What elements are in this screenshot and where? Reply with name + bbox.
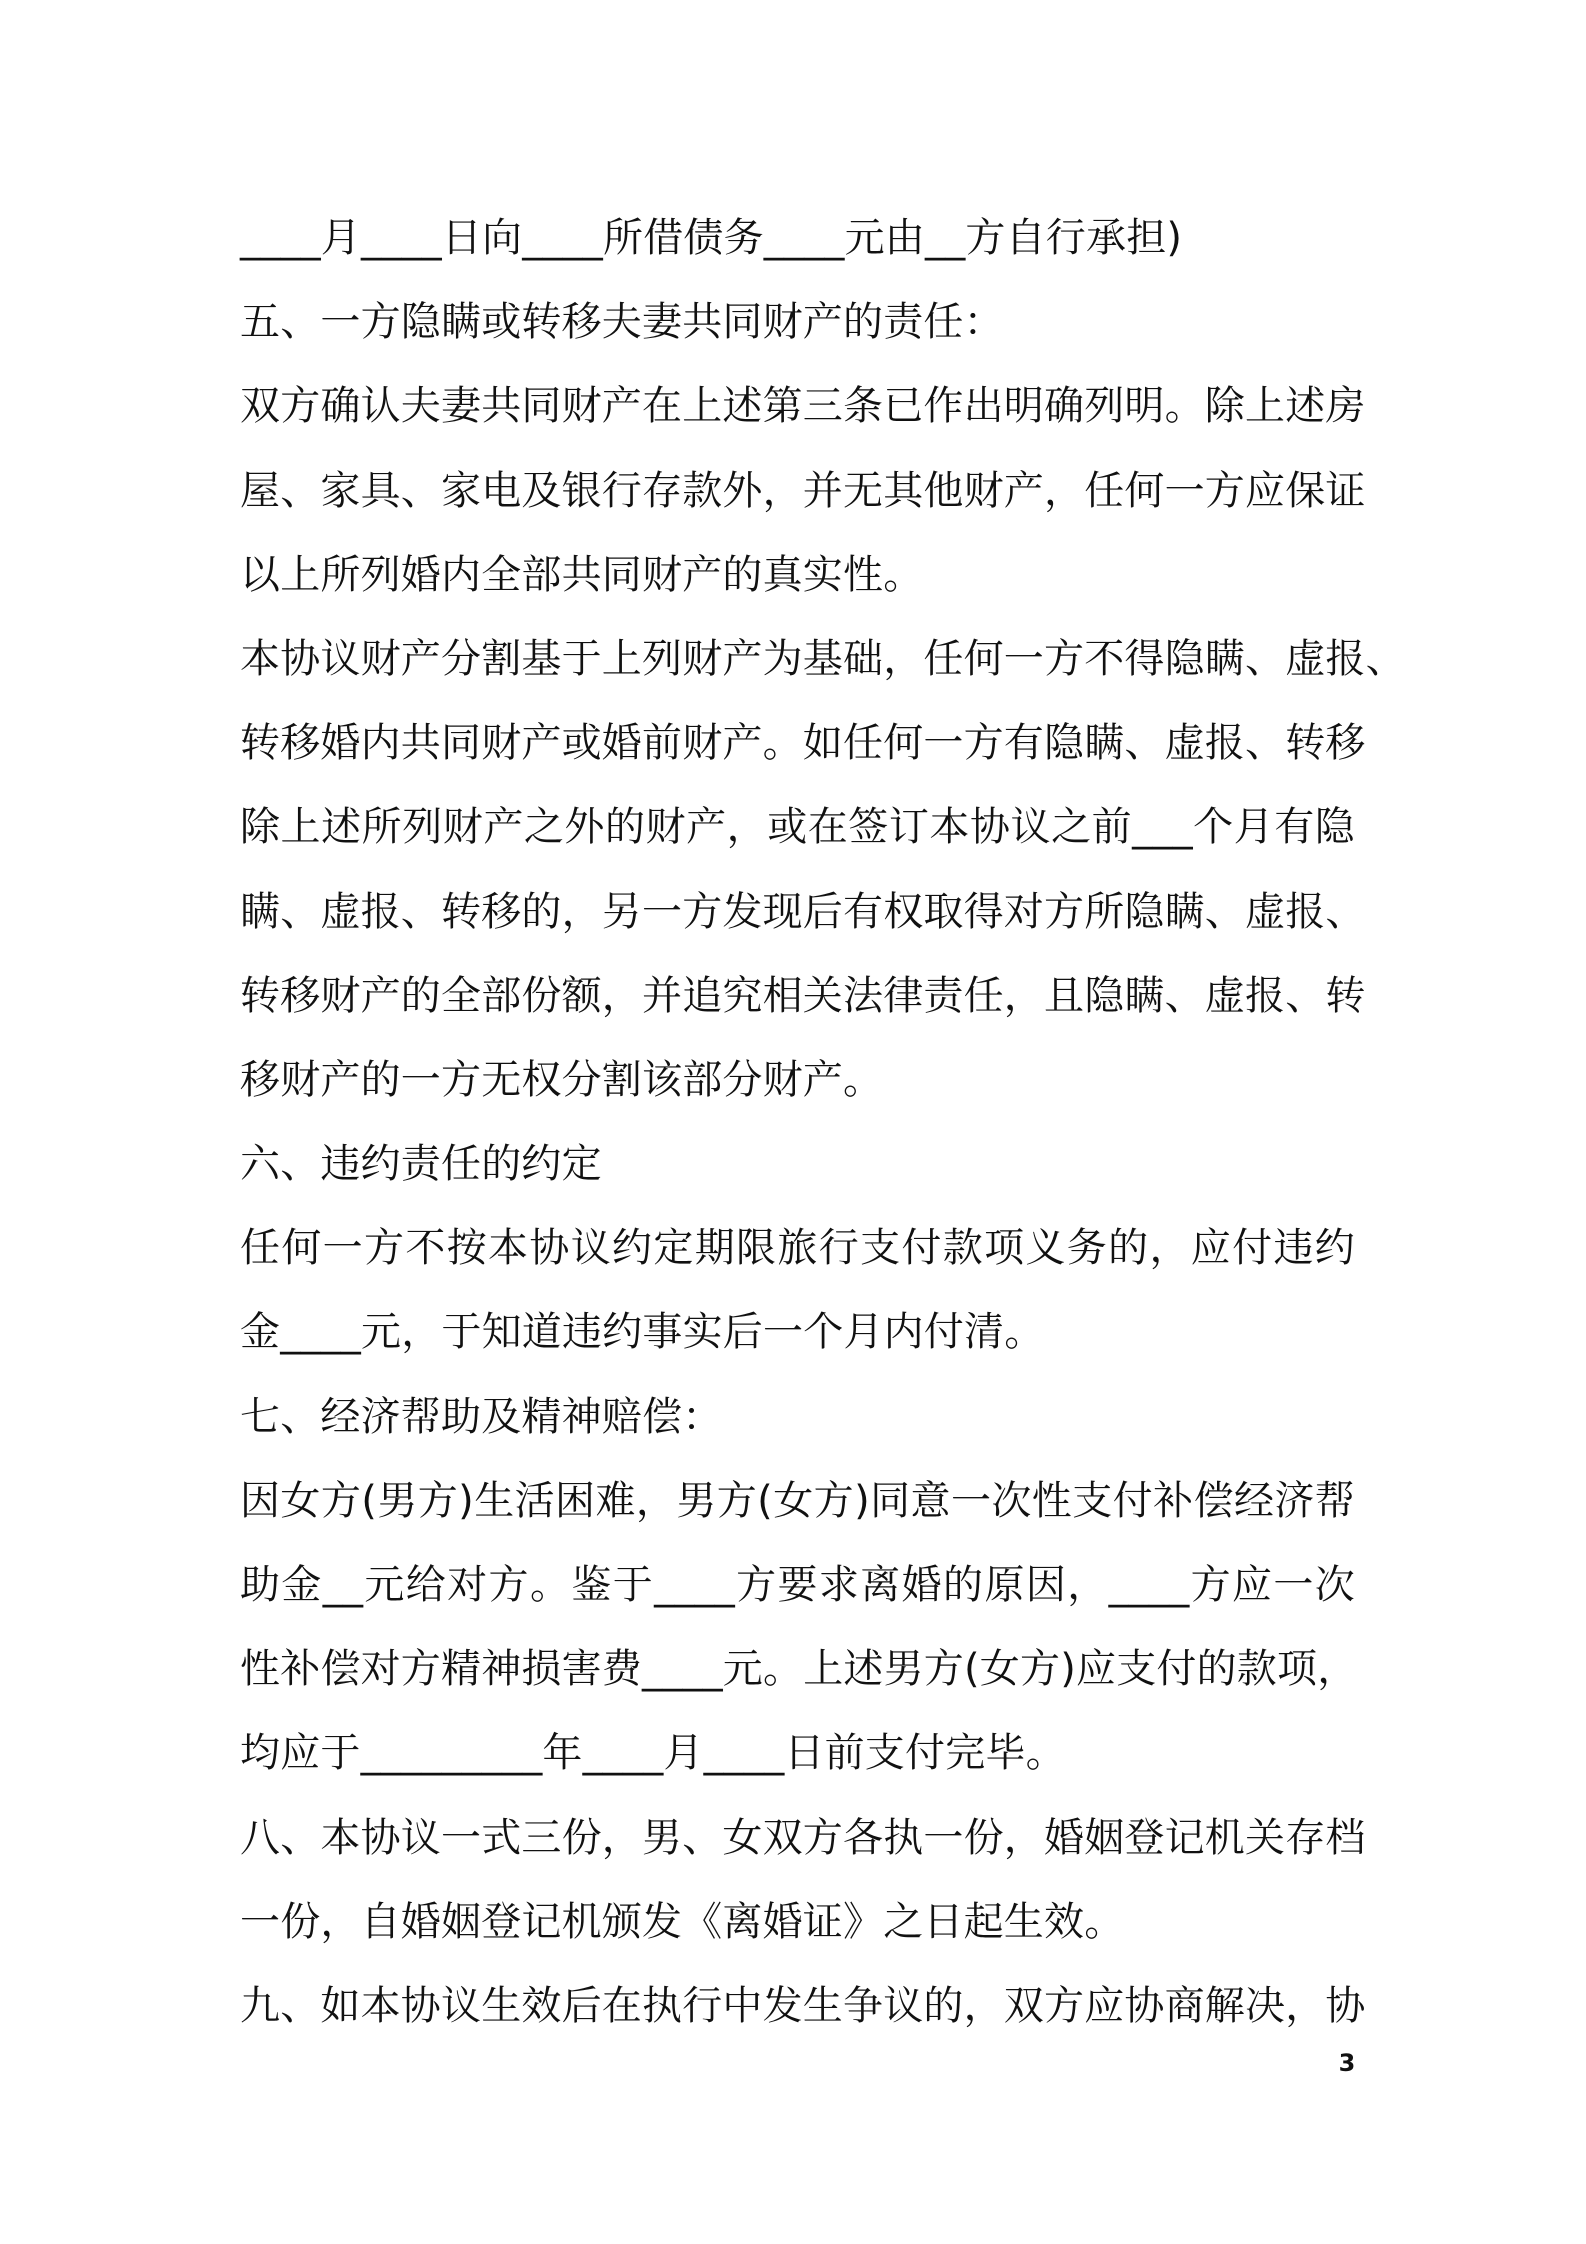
text-line: 屋、家具、家电及银行存款外，并无其他财产，任何一方应保证 xyxy=(240,467,1366,514)
text-line: 性补偿对方精神损害费____元。上述男方(女方)应支付的款项， xyxy=(240,1646,1358,1693)
text-line: 除上述所列财产之外的财产，或在签订本协议之前___个月有隐 xyxy=(240,804,1355,851)
text-line: 因女方(男方)生活困难，男方(女方)同意一次性支付补偿经济帮 xyxy=(240,1477,1355,1524)
text-line: 本协议财产分割基于上列财产为基础，任何一方不得隐瞒、虚报、 xyxy=(240,635,1406,682)
text-line: 任何一方不按本协议约定期限旅行支付款项义务的，应付违约 xyxy=(240,1225,1355,1272)
document-body xyxy=(240,196,1406,2048)
text-line: 移财产的一方无权分割该部分财产。 xyxy=(240,1056,884,1103)
text-line: 金____元，于知道违约事实后一个月内付清。 xyxy=(240,1309,1045,1356)
text-line: 瞒、虚报、转移的，另一方发现后有权取得对方所隐瞒、虚报、 xyxy=(240,888,1366,935)
text-line: 助金__元给对方。鉴于____方要求离婚的原因，____方应一次 xyxy=(240,1562,1355,1608)
text-line: 转移财产的全部份额，并追究相关法律责任，且隐瞒、虚报、转 xyxy=(240,972,1366,1019)
text-line: 一份，自婚姻登记机颁发《离婚证》之日起生效。 xyxy=(240,1898,1125,1945)
text-line: 九、如本协议生效后在执行中发生争议的，双方应协商解决，协 xyxy=(240,1982,1366,2029)
text-line: 八、本协议一式三份，男、女双方各执一份，婚姻登记机关存档 xyxy=(240,1814,1366,1861)
page-number: 3 xyxy=(1338,2049,1356,2077)
section-heading: 五、一方隐瞒或转移夫妻共同财产的责任： xyxy=(240,299,1004,346)
text-line: 转移婚内共同财产或婚前财产。如任何一方有隐瞒、虚报、转移 xyxy=(240,720,1366,767)
text-line: 均应于_________年____月____日前支付完毕。 xyxy=(240,1730,1066,1777)
text-line: 双方确认夫妻共同财产在上述第三条已作出明确列明。除上述房 xyxy=(240,383,1366,430)
section-heading: 七、经济帮助及精神赔偿： xyxy=(240,1393,723,1440)
text-line: ____月____日向____所借债务____元由__方自行承担) xyxy=(240,215,1183,261)
text-line: 以上所列婚内全部共同财产的真实性。 xyxy=(240,551,924,598)
section-heading: 六、违约责任的约定 xyxy=(240,1141,602,1188)
